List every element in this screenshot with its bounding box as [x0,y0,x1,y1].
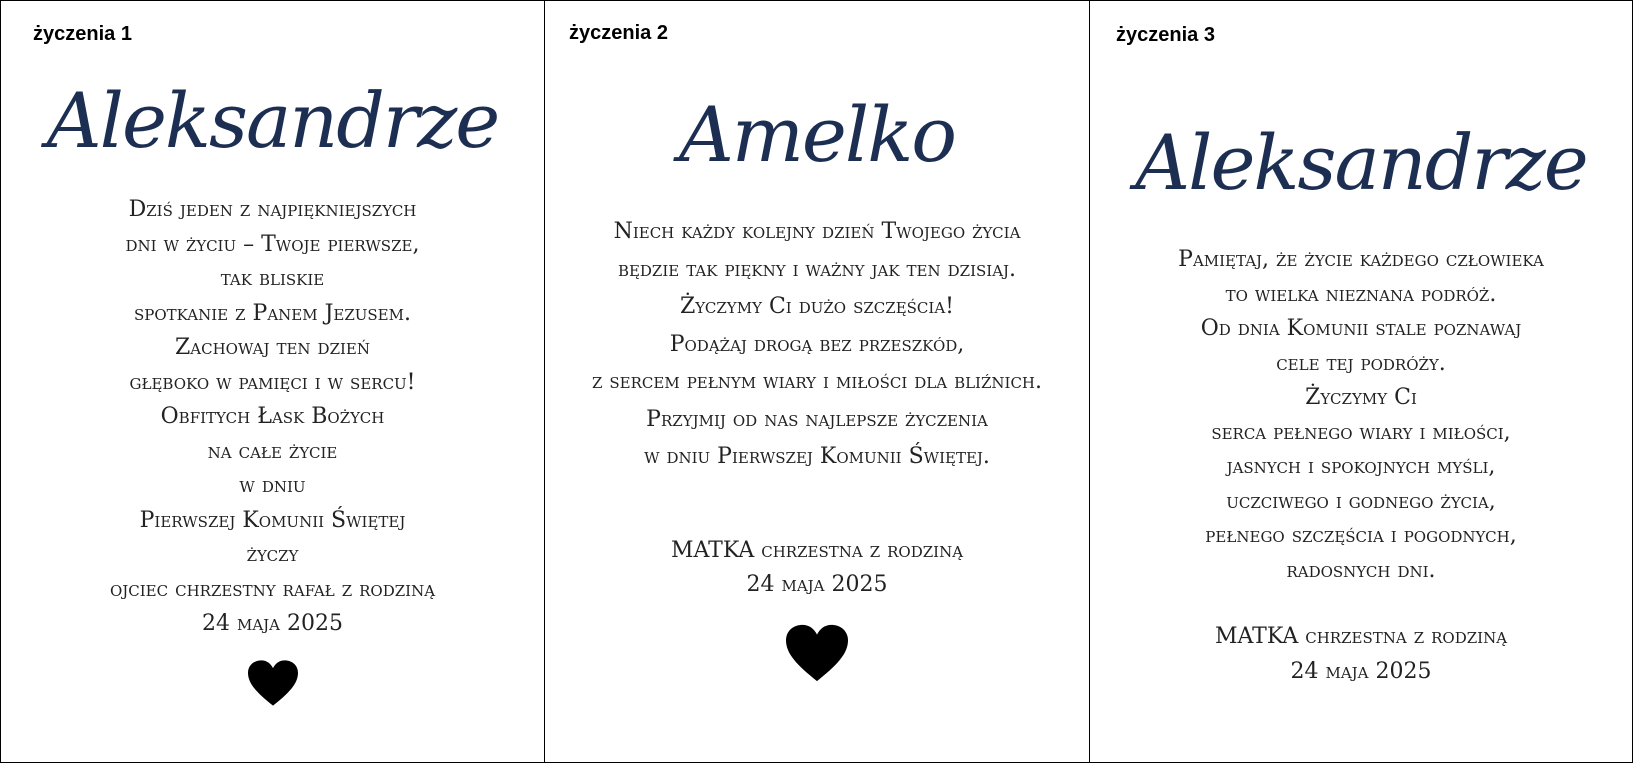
signature-line: MATKA chrzestna z rodziną [670,537,964,563]
card-label: życzenia 2 [569,22,668,44]
wishes-line: radosnych dni. [1286,557,1436,583]
card-1 [1,1,545,762]
signature-block [671,534,963,602]
wishes-line: Życzymy Ci dużo szczęścia! [679,294,954,319]
wishes-line: Zachowaj ten dzień [174,335,370,360]
wishes-line: Pierwszej Komunii Świętej [139,507,406,533]
wishes-line: pełnego szczęścia i pogodnych, [1205,523,1517,548]
card-label: życzenia 1 [33,23,132,45]
wishes-line: Od dnia Komunii stale poznawaj [1200,316,1522,341]
wishes-line: ojciec chrzestny rafał z rodziną [109,576,436,602]
date-line: 24 maja 2025 [1290,658,1432,684]
wishes-line: Pamiętaj, że życie każdego człowieka [1178,247,1544,272]
recipient-name: Aleksandrze [46,76,499,165]
wishes-line: będzie tak piękny i ważny jak ten dzisiaj. [617,256,1017,282]
wishes-line: spotkanie z Panem Jezusem. [134,300,411,326]
signature-block [1215,620,1507,689]
wishes-text [1178,243,1544,588]
card-label: życzenia 3 [1116,24,1215,46]
date-line: 24 maja 2025 [746,571,888,597]
card-2 [545,1,1090,762]
recipient-name: Amelko [678,90,956,179]
wishes-text [110,193,435,642]
wishes-line: Podążaj drogą bez przeszkód, [669,331,965,357]
card-3 [1090,1,1632,762]
wishes-text [592,213,1042,476]
wishes-line: Dziś jeden z najpiękniejszych [128,197,417,222]
signature-line: MATKA chrzestna z rodziną [1214,624,1508,649]
wishes-line: uczciwego i godnego życia, [1226,488,1496,514]
wishes-line: tak bliskie [220,266,325,291]
recipient-name: Aleksandrze [1135,118,1587,207]
wishes-line: głęboko w pamięci i w sercu! [129,369,416,395]
date-line: 24 maja 2025 [201,611,343,636]
wishes-line: Życzymy Ci [1305,385,1417,410]
wishes-line: w dniu Pierwszej Komunii Świętej. [644,444,990,469]
wishes-line: z sercem pełnym wiary i miłości dla bliźnich. [591,369,1043,394]
wishes-line: Niech każdy kolejny dzień Twojego życia [613,219,1021,244]
heart-icon [786,624,848,682]
wishes-line: Obfitych Łask Bożych [160,404,385,429]
wishes-line: w dniu [239,473,306,498]
wishes-line: Przyjmij od nas najlepsze życzenia [646,406,988,432]
wishes-line: serca pełnego wiary i miłości, [1211,419,1511,445]
wishes-line: dni w życiu – Twoje pierwsze, [125,231,420,257]
wishes-line: życzy [246,542,299,567]
wishes-line: cele tej podróży. [1276,350,1446,376]
wishes-line: to wielka nieznana podróż. [1225,281,1497,307]
wishes-line: na całe życie [207,438,338,464]
wishes-line: jasnych i spokojnych myśli, [1226,454,1496,479]
heart-icon [248,660,298,706]
